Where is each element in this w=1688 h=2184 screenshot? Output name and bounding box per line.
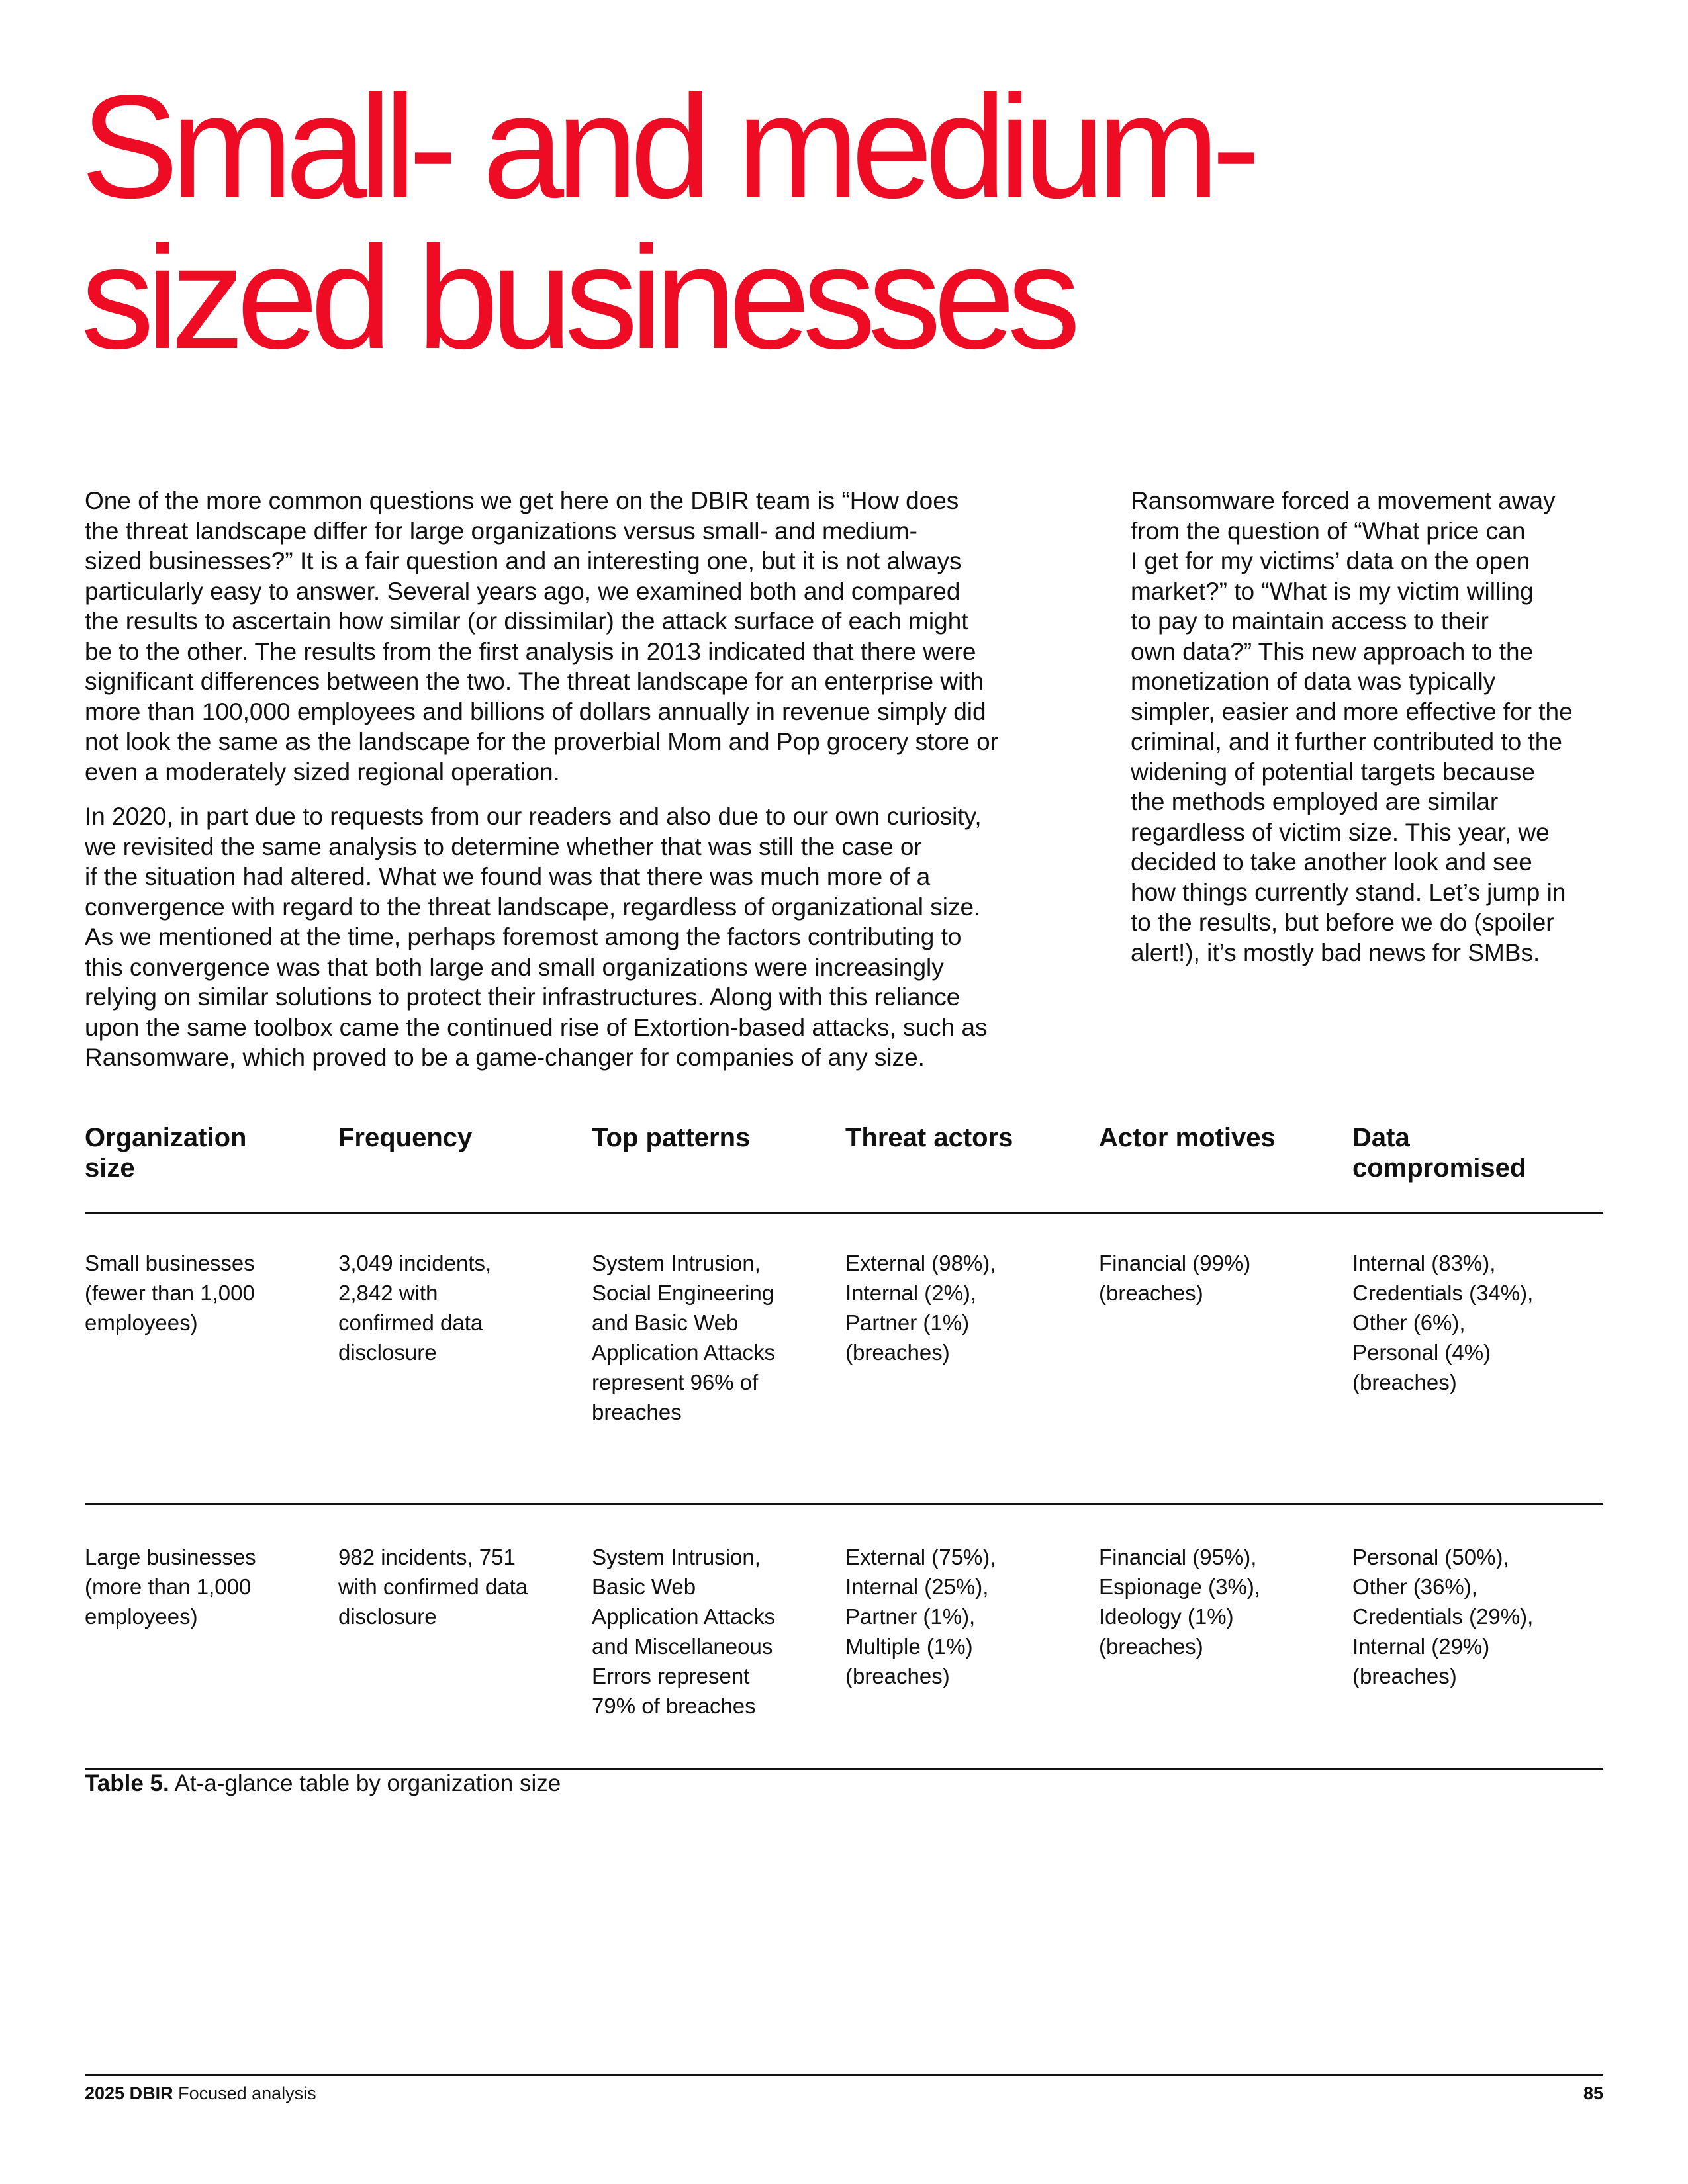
text-line: upon the same toolbox came the continued rise of Extortion-based attacks, such as bbox=[85, 1013, 988, 1041]
text-line: simpler, easier and more effective for the bbox=[1131, 698, 1573, 725]
table-caption-text: At-a-glance table by organization size bbox=[169, 1770, 561, 1796]
cell-line: (breaches) bbox=[1099, 1281, 1203, 1305]
table-cell-org-size bbox=[85, 1248, 338, 1503]
column-header-frequency bbox=[338, 1122, 592, 1212]
cell-line: Application Attacks bbox=[592, 1604, 775, 1629]
header-line: compromised bbox=[1352, 1154, 1526, 1183]
cell-line: (breaches) bbox=[1099, 1634, 1203, 1659]
cell-line: Partner (1%) bbox=[845, 1310, 970, 1335]
cell-line: Credentials (29%), bbox=[1352, 1604, 1534, 1629]
page-number: 85 bbox=[1583, 2083, 1603, 2103]
text-line: relying on similar solutions to protect their infrastructures. Along with this reliance bbox=[85, 983, 961, 1011]
text-line: Ransomware forced a movement away bbox=[1131, 487, 1556, 514]
text-line: not look the same as the landscape for the proverbial Mom and Pop grocery store or bbox=[85, 728, 999, 755]
cell-line: Credentials (34%), bbox=[1352, 1281, 1534, 1305]
header-line: Data bbox=[1352, 1123, 1410, 1152]
cell-line: Internal (83%), bbox=[1352, 1251, 1496, 1275]
table-cell-actor-motives bbox=[1099, 1542, 1352, 1768]
table-row bbox=[85, 1214, 1603, 1505]
header-line: size bbox=[85, 1154, 135, 1183]
text-line: convergence with regard to the threat landscape, regardless of organizational size. bbox=[85, 893, 981, 921]
text-line: to the results, but before we do (spoiler bbox=[1131, 909, 1554, 936]
cell-line: 982 incidents, 751 bbox=[338, 1545, 516, 1569]
cell-line: Personal (4%) bbox=[1352, 1340, 1491, 1365]
text-line: how things currently stand. Let’s jump in bbox=[1131, 878, 1566, 906]
cell-line: (breaches) bbox=[1352, 1370, 1457, 1394]
cell-line: Basic Web bbox=[592, 1574, 696, 1599]
cell-line: (breaches) bbox=[1352, 1664, 1457, 1688]
table-cell-data-compromised bbox=[1352, 1248, 1606, 1503]
header-line: Actor motives bbox=[1099, 1123, 1276, 1152]
table-caption-label: Table 5. bbox=[85, 1770, 169, 1796]
text-line: more than 100,000 employees and billions of dollars annually in revenue simply did bbox=[85, 698, 986, 725]
cell-line: Internal (2%), bbox=[845, 1281, 977, 1305]
cell-line: (more than 1,000 bbox=[85, 1574, 252, 1599]
footer-divider bbox=[85, 2074, 1603, 2076]
cell-line: confirmed data bbox=[338, 1310, 483, 1335]
cell-line: Social Engineering bbox=[592, 1281, 774, 1305]
text-line: widening of potential targets because bbox=[1131, 758, 1535, 786]
table-header-row bbox=[85, 1122, 1603, 1214]
table-caption bbox=[85, 1769, 561, 1798]
cell-line: Espionage (3%), bbox=[1099, 1574, 1260, 1599]
cell-line: Personal (50%), bbox=[1352, 1545, 1509, 1569]
cell-line: Other (36%), bbox=[1352, 1574, 1477, 1599]
text-line: significant differences between the two. The threat landscape for an enterprise with bbox=[85, 668, 984, 695]
text-line: particularly easy to answer. Several years ago, we examined both and compared bbox=[85, 577, 961, 605]
text-line: we revisited the same analysis to determine whether that was still the case or bbox=[85, 833, 922, 860]
text-line: the results to ascertain how similar (or dissimilar) the attack surface of each might bbox=[85, 608, 968, 635]
text-line: own data?” This new approach to the bbox=[1131, 637, 1534, 665]
header-line: Organization bbox=[85, 1123, 247, 1152]
column-header-top-patterns bbox=[592, 1122, 845, 1212]
text-line: regardless of victim size. This year, we bbox=[1131, 818, 1550, 846]
table-cell-threat-actors bbox=[845, 1248, 1099, 1503]
cell-line: System Intrusion, bbox=[592, 1251, 761, 1275]
cell-line: represent 96% of bbox=[592, 1370, 759, 1394]
text-line: I get for my victims’ data on the open bbox=[1131, 547, 1530, 574]
column-header-actor-motives bbox=[1099, 1122, 1352, 1212]
intro-paragraph-2 bbox=[85, 801, 1078, 1073]
cell-line: System Intrusion, bbox=[592, 1545, 761, 1569]
cell-line: employees) bbox=[85, 1604, 198, 1629]
table-cell-threat-actors bbox=[845, 1542, 1099, 1768]
text-line: criminal, and it further contributed to the bbox=[1131, 728, 1562, 755]
text-line: this convergence was that both large and small organizations were increasingly bbox=[85, 953, 944, 981]
table-cell-frequency bbox=[338, 1248, 592, 1503]
table-cell-org-size bbox=[85, 1542, 338, 1768]
header-line: Top patterns bbox=[592, 1123, 751, 1152]
text-line: if the situation had altered. What we found was that there was much more of a bbox=[85, 863, 931, 890]
text-line: alert!), it’s mostly bad news for SMBs. bbox=[1131, 938, 1540, 966]
cell-line: 79% of breaches bbox=[592, 1694, 756, 1718]
cell-line: Financial (99%) bbox=[1099, 1251, 1251, 1275]
cell-line: Multiple (1%) bbox=[845, 1634, 973, 1659]
cell-line: breaches bbox=[592, 1400, 682, 1424]
text-line: even a moderately sized regional operation. bbox=[85, 758, 560, 786]
cell-line: Financial (95%), bbox=[1099, 1545, 1257, 1569]
cell-line: 2,842 with bbox=[338, 1281, 438, 1305]
cell-line: External (75%), bbox=[845, 1545, 996, 1569]
footer-section-name: Focused analysis bbox=[173, 2083, 316, 2103]
column-header-threat-actors bbox=[845, 1122, 1099, 1212]
text-line: the threat landscape differ for large organizations versus small- and medium- bbox=[85, 517, 917, 545]
intro-left-column bbox=[85, 486, 1078, 1087]
page-title-line-2: sized businesses bbox=[81, 216, 1073, 380]
cell-line: (fewer than 1,000 bbox=[85, 1281, 255, 1305]
column-header-data-compromised bbox=[1352, 1122, 1606, 1212]
cell-line: Other (6%), bbox=[1352, 1310, 1466, 1335]
text-line: As we mentioned at the time, perhaps foremost among the factors contributing to bbox=[85, 923, 962, 950]
cell-line: Application Attacks bbox=[592, 1340, 775, 1365]
page-title-line-1: Small- and medium- bbox=[81, 65, 1253, 229]
cell-line: Internal (29%) bbox=[1352, 1634, 1490, 1659]
text-line: Ransomware, which proved to be a game-changer for companies of any size. bbox=[85, 1044, 925, 1071]
footer-report-name: 2025 DBIR bbox=[85, 2083, 173, 2103]
header-line: Frequency bbox=[338, 1123, 473, 1152]
column-header-org-size bbox=[85, 1122, 338, 1212]
cell-line: Internal (25%), bbox=[845, 1574, 989, 1599]
footer-report-title bbox=[85, 2082, 316, 2105]
table-cell-frequency bbox=[338, 1542, 592, 1768]
table-cell-data-compromised bbox=[1352, 1542, 1606, 1768]
intro-paragraph-1 bbox=[85, 486, 1078, 787]
cell-line: Large businesses bbox=[85, 1545, 256, 1569]
intro-paragraph-3 bbox=[1131, 486, 1620, 968]
cell-line: Partner (1%), bbox=[845, 1604, 976, 1629]
text-line: decided to take another look and see bbox=[1131, 848, 1532, 876]
text-line: from the question of “What price can bbox=[1131, 517, 1526, 545]
text-line: monetization of data was typically bbox=[1131, 668, 1496, 695]
table-cell-actor-motives bbox=[1099, 1248, 1352, 1503]
text-line: market?” to “What is my victim willing bbox=[1131, 577, 1534, 605]
cell-line: disclosure bbox=[338, 1604, 437, 1629]
cell-line: (breaches) bbox=[845, 1664, 950, 1688]
text-line: One of the more common questions we get here on the DBIR team is “How does bbox=[85, 487, 959, 514]
text-line: the methods employed are similar bbox=[1131, 788, 1499, 815]
page-title bbox=[81, 65, 1603, 380]
cell-line: Small businesses bbox=[85, 1251, 255, 1275]
cell-line: (breaches) bbox=[845, 1340, 950, 1365]
text-line: sized businesses?” It is a fair question and an interesting one, but it is not always bbox=[85, 547, 962, 574]
header-line: Threat actors bbox=[845, 1123, 1013, 1152]
table-row bbox=[85, 1505, 1603, 1770]
cell-line: Ideology (1%) bbox=[1099, 1604, 1234, 1629]
org-size-table bbox=[85, 1122, 1603, 1770]
table-cell-top-patterns bbox=[592, 1248, 845, 1503]
cell-line: and Basic Web bbox=[592, 1310, 739, 1335]
cell-line: 3,049 incidents, bbox=[338, 1251, 492, 1275]
cell-line: Errors represent bbox=[592, 1664, 750, 1688]
cell-line: employees) bbox=[85, 1310, 198, 1335]
cell-line: External (98%), bbox=[845, 1251, 996, 1275]
text-line: to pay to maintain access to their bbox=[1131, 608, 1489, 635]
cell-line: with confirmed data bbox=[338, 1574, 528, 1599]
cell-line: and Miscellaneous bbox=[592, 1634, 773, 1659]
table-cell-top-patterns bbox=[592, 1542, 845, 1768]
text-line: be to the other. The results from the first analysis in 2013 indicated that there were bbox=[85, 637, 976, 665]
intro-right-column bbox=[1131, 486, 1620, 982]
text-line: In 2020, in part due to requests from our readers and also due to our own curiosity, bbox=[85, 803, 982, 830]
cell-line: disclosure bbox=[338, 1340, 437, 1365]
